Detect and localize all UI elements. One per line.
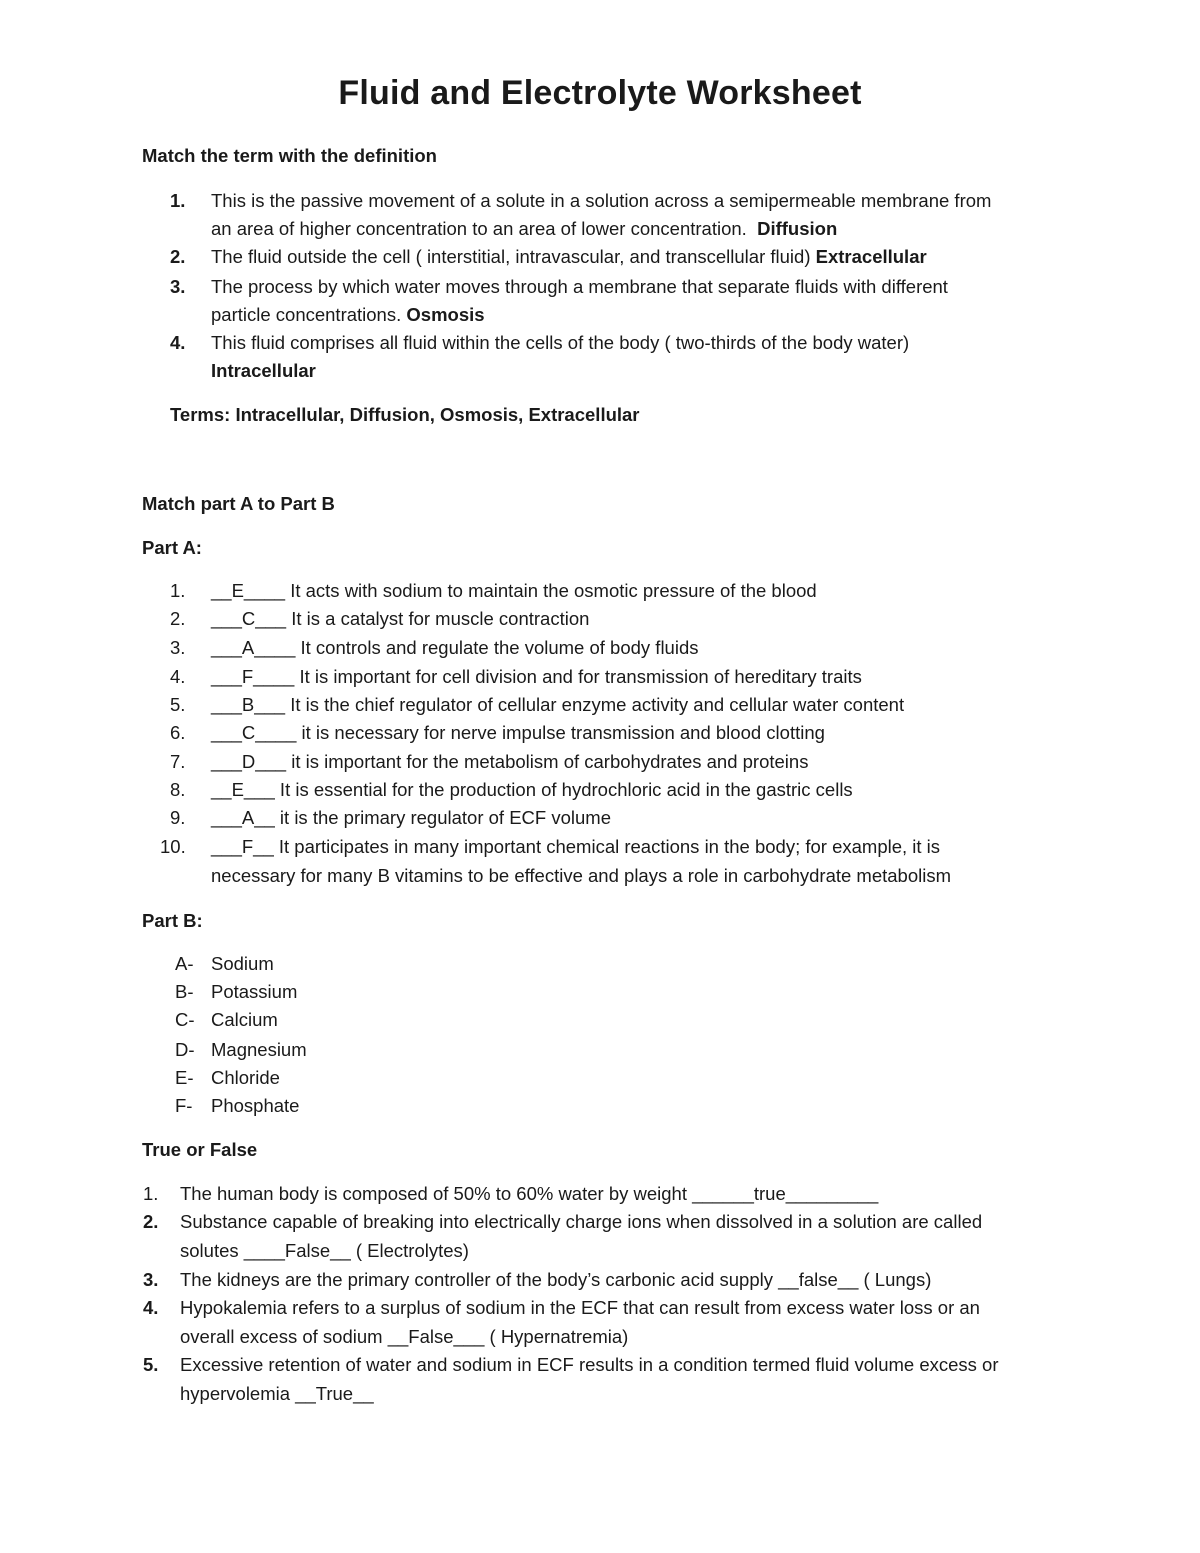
s1-item3-line2 (211, 303, 485, 327)
tf-item: The human body is composed of 50% to 60% water by weight ______true_________ (180, 1183, 879, 1204)
part-a-number: 1. (170, 580, 186, 601)
part-a-number: 4. (170, 666, 186, 687)
part-a-item: ___F____ It is important for cell division and for transmission of hereditary traits (211, 666, 862, 687)
s1-item2-text: The fluid outside the cell ( interstitial, intravascular, and transcellular fluid) (211, 246, 811, 267)
part-a-item: ___B___ It is the chief regulator of cellular enzyme activity and cellular water content (211, 694, 905, 715)
s1-item1-number: 1. (170, 190, 186, 211)
s1-item4-answer: Intracellular (211, 360, 316, 381)
tf-number: 3. (143, 1269, 159, 1290)
part-a-number: 3. (170, 637, 186, 658)
tf-number: 4. (143, 1297, 159, 1318)
tf-item: The kidneys are the primary controller of the body’s carbonic acid supply __false__ ( Lungs) (180, 1269, 932, 1290)
s1-item1-line1: This is the passive movement of a solute in a solution across a semipermeable membrane from (211, 190, 992, 211)
s1-item1-text: an area of higher concentration to an area of lower concentration. (211, 218, 747, 239)
s1-item3-line1: The process by which water moves through a membrane that separate fluids with different (211, 276, 948, 297)
section1-heading: Match the term with the definition (142, 145, 437, 166)
section3-heading: True or False (142, 1139, 258, 1160)
tf-item: Excessive retention of water and sodium in ECF results in a condition termed fluid volume excess or (180, 1354, 999, 1375)
part-a-item: ___A__ it is the primary regulator of ECF volume (211, 807, 611, 828)
s1-item2-line1 (211, 245, 927, 269)
part-a-item: ___A____ It controls and regulate the volume of body fluids (211, 637, 699, 658)
part-b-letter: E- (175, 1067, 194, 1088)
part-a-heading: Part A: (142, 537, 202, 558)
s1-item2-number: 2. (170, 246, 186, 267)
s1-item1-answer: Diffusion (757, 218, 838, 239)
part-a-number: 8. (170, 779, 186, 800)
tf-item-continued: solutes ____False__ ( Electrolytes) (180, 1240, 469, 1261)
part-a-item: ___C___ It is a catalyst for muscle contraction (211, 608, 590, 629)
s1-item2-answer: Extracellular (815, 246, 927, 267)
part-b-item: Magnesium (211, 1039, 307, 1060)
part-b-letter: A- (175, 953, 194, 974)
s1-item3-text: particle concentrations. (211, 304, 402, 325)
part-a-number: 2. (170, 608, 186, 629)
s1-item1-line2 (211, 217, 837, 241)
part-b-letter: D- (175, 1039, 195, 1060)
part-a-number: 6. (170, 722, 186, 743)
part-a-number: 9. (170, 807, 186, 828)
part-b-item: Calcium (211, 1009, 278, 1030)
part-b-item: Potassium (211, 981, 298, 1002)
part-a-item-continued: necessary for many B vitamins to be effective and plays a role in carbohydrate metabolism (211, 865, 952, 886)
part-b-heading: Part B: (142, 910, 203, 931)
section2-heading: Match part A to Part B (142, 493, 335, 514)
part-b-item: Sodium (211, 953, 274, 974)
part-a-item: ___C____ it is necessary for nerve impulse transmission and blood clotting (211, 722, 825, 743)
tf-number: 1. (143, 1183, 159, 1204)
tf-number: 2. (143, 1211, 159, 1232)
s1-item4-line1: This fluid comprises all fluid within the cells of the body ( two-thirds of the body water) (211, 332, 910, 353)
part-a-item: ___F__ It participates in many important chemical reactions in the body; for example, it is (211, 836, 941, 857)
tf-item: Substance capable of breaking into electrically charge ions when dissolved in a solution are called (180, 1211, 983, 1232)
part-b-letter: B- (175, 981, 194, 1002)
part-a-item: __E____ It acts with sodium to maintain the osmotic pressure of the blood (211, 580, 817, 601)
part-a-item: __E___ It is essential for the production of hydrochloric acid in the gastric cells (211, 779, 853, 800)
tf-item: Hypokalemia refers to a surplus of sodium in the ECF that can result from excess water loss or an (180, 1297, 980, 1318)
terms-list: Terms: Intracellular, Diffusion, Osmosis, Extracellular (170, 404, 640, 425)
part-a-number: 5. (170, 694, 186, 715)
part-b-item: Phosphate (211, 1095, 300, 1116)
tf-item-continued: overall excess of sodium __False___ ( Hypernatremia) (180, 1326, 629, 1347)
part-a-item: ___D___ it is important for the metabolism of carbohydrates and proteins (211, 751, 809, 772)
part-b-item: Chloride (211, 1067, 280, 1088)
s1-item3-number: 3. (170, 276, 186, 297)
part-a-number: 7. (170, 751, 186, 772)
part-b-letter: F- (175, 1095, 193, 1116)
page-title: Fluid and Electrolyte Worksheet (338, 74, 862, 112)
part-a-number: 10. (160, 836, 186, 857)
tf-item-continued: hypervolemia __True__ (180, 1383, 374, 1404)
s1-item3-answer: Osmosis (406, 304, 485, 325)
s1-item4-number: 4. (170, 332, 186, 353)
part-b-letter: C- (175, 1009, 195, 1030)
tf-number: 5. (143, 1354, 159, 1375)
